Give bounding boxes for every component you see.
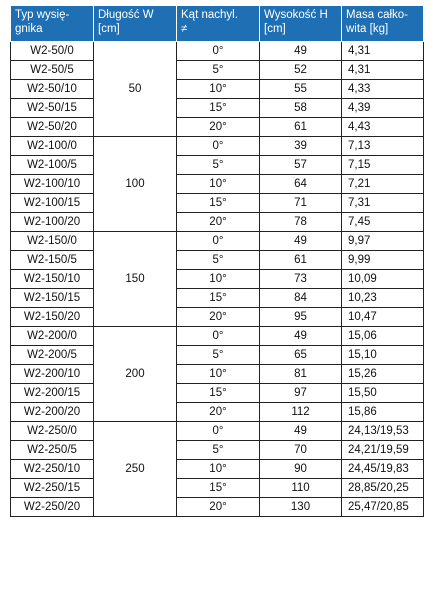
cell-height: 61	[260, 118, 342, 137]
cell-type: W2-50/0	[11, 42, 94, 61]
cell-angle: 5°	[177, 441, 260, 460]
header-height: Wysokość H [cm]	[260, 6, 342, 42]
table-row	[11, 460, 424, 479]
cell-height: 90	[260, 460, 342, 479]
table-row	[11, 346, 424, 365]
table-row	[11, 384, 424, 403]
cell-type: W2-200/10	[11, 365, 94, 384]
spec-table	[10, 5, 424, 517]
cell-height: 52	[260, 61, 342, 80]
cell-angle: 10°	[177, 175, 260, 194]
cell-angle: 15°	[177, 384, 260, 403]
cell-height: 65	[260, 346, 342, 365]
cell-type: W2-200/15	[11, 384, 94, 403]
cell-mass: 15,86	[342, 403, 424, 422]
header-mass: Masa całko- wita [kg]	[342, 6, 424, 42]
cell-type: W2-150/10	[11, 270, 94, 289]
cell-type: W2-250/15	[11, 479, 94, 498]
cell-height: 110	[260, 479, 342, 498]
table-row	[11, 441, 424, 460]
cell-angle: 15°	[177, 289, 260, 308]
cell-type: W2-150/0	[11, 232, 94, 251]
cell-angle: 5°	[177, 251, 260, 270]
table-row	[11, 175, 424, 194]
cell-height: 58	[260, 99, 342, 118]
cell-angle: 20°	[177, 308, 260, 327]
table-row	[11, 213, 424, 232]
cell-height: 95	[260, 308, 342, 327]
cell-mass: 24,21/19,59	[342, 441, 424, 460]
table-row	[11, 194, 424, 213]
cell-angle: 5°	[177, 346, 260, 365]
cell-mass: 15,06	[342, 327, 424, 346]
cell-mass: 4,31	[342, 61, 424, 80]
table-row	[11, 270, 424, 289]
cell-type: W2-200/5	[11, 346, 94, 365]
cell-type: W2-50/10	[11, 80, 94, 99]
cell-mass: 10,23	[342, 289, 424, 308]
cell-height: 55	[260, 80, 342, 99]
cell-type: W2-50/5	[11, 61, 94, 80]
cell-angle: 15°	[177, 99, 260, 118]
table-row	[11, 61, 424, 80]
table-body	[11, 42, 424, 517]
cell-type: W2-150/5	[11, 251, 94, 270]
table-header	[11, 6, 424, 42]
cell-height: 49	[260, 42, 342, 61]
cell-type: W2-100/15	[11, 194, 94, 213]
cell-height: 97	[260, 384, 342, 403]
cell-height: 57	[260, 156, 342, 175]
cell-angle: 10°	[177, 460, 260, 479]
cell-angle: 15°	[177, 194, 260, 213]
table-row	[11, 498, 424, 517]
cell-height: 130	[260, 498, 342, 517]
cell-length: 200	[94, 327, 177, 422]
cell-mass: 7,15	[342, 156, 424, 175]
table-row	[11, 137, 424, 156]
header-type: Typ wysię- gnika	[11, 6, 94, 42]
cell-angle: 0°	[177, 232, 260, 251]
cell-angle: 15°	[177, 479, 260, 498]
cell-angle: 0°	[177, 422, 260, 441]
cell-type: W2-150/20	[11, 308, 94, 327]
table-row	[11, 80, 424, 99]
cell-mass: 4,33	[342, 80, 424, 99]
table-row	[11, 232, 424, 251]
header-angle: Kąt nachyl. ≠	[177, 6, 260, 42]
table-row	[11, 42, 424, 61]
table-row	[11, 99, 424, 118]
cell-height: 64	[260, 175, 342, 194]
cell-height: 71	[260, 194, 342, 213]
header-row	[11, 6, 424, 42]
cell-height: 112	[260, 403, 342, 422]
cell-type: W2-200/0	[11, 327, 94, 346]
cell-height: 81	[260, 365, 342, 384]
cell-type: W2-250/10	[11, 460, 94, 479]
cell-mass: 9,99	[342, 251, 424, 270]
cell-type: W2-50/20	[11, 118, 94, 137]
cell-type: W2-250/0	[11, 422, 94, 441]
cell-angle: 5°	[177, 61, 260, 80]
cell-length: 150	[94, 232, 177, 327]
cell-mass: 24,45/19,83	[342, 460, 424, 479]
cell-length: 50	[94, 42, 177, 137]
cell-angle: 10°	[177, 270, 260, 289]
cell-height: 49	[260, 327, 342, 346]
table-row	[11, 251, 424, 270]
cell-mass: 4,39	[342, 99, 424, 118]
cell-type: W2-100/0	[11, 137, 94, 156]
cell-height: 39	[260, 137, 342, 156]
cell-mass: 10,47	[342, 308, 424, 327]
table-row	[11, 479, 424, 498]
cell-height: 70	[260, 441, 342, 460]
cell-type: W2-100/5	[11, 156, 94, 175]
cell-type: W2-50/15	[11, 99, 94, 118]
cell-height: 61	[260, 251, 342, 270]
cell-angle: 5°	[177, 156, 260, 175]
cell-type: W2-100/10	[11, 175, 94, 194]
cell-length: 250	[94, 422, 177, 517]
cell-angle: 20°	[177, 118, 260, 137]
table-row	[11, 327, 424, 346]
cell-height: 49	[260, 422, 342, 441]
cell-mass: 28,85/20,25	[342, 479, 424, 498]
table-row	[11, 289, 424, 308]
cell-angle: 10°	[177, 365, 260, 384]
cell-type: W2-200/20	[11, 403, 94, 422]
cell-type: W2-100/20	[11, 213, 94, 232]
cell-mass: 7,45	[342, 213, 424, 232]
cell-mass: 25,47/20,85	[342, 498, 424, 517]
cell-mass: 15,26	[342, 365, 424, 384]
cell-mass: 4,43	[342, 118, 424, 137]
cell-height: 78	[260, 213, 342, 232]
cell-mass: 4,31	[342, 42, 424, 61]
cell-angle: 0°	[177, 327, 260, 346]
cell-mass: 24,13/19,53	[342, 422, 424, 441]
cell-mass: 10,09	[342, 270, 424, 289]
table-row	[11, 422, 424, 441]
cell-type: W2-250/5	[11, 441, 94, 460]
table-row	[11, 156, 424, 175]
cell-angle: 0°	[177, 42, 260, 61]
table-row	[11, 365, 424, 384]
table-row	[11, 403, 424, 422]
cell-mass: 7,31	[342, 194, 424, 213]
table-row	[11, 118, 424, 137]
cell-height: 49	[260, 232, 342, 251]
header-length: Długość W [cm]	[94, 6, 177, 42]
cell-height: 73	[260, 270, 342, 289]
cell-mass: 9,97	[342, 232, 424, 251]
cell-length: 100	[94, 137, 177, 232]
table-row	[11, 308, 424, 327]
cell-mass: 15,50	[342, 384, 424, 403]
cell-mass: 7,13	[342, 137, 424, 156]
cell-type: W2-250/20	[11, 498, 94, 517]
cell-angle: 20°	[177, 403, 260, 422]
cell-angle: 0°	[177, 137, 260, 156]
cell-type: W2-150/15	[11, 289, 94, 308]
cell-mass: 15,10	[342, 346, 424, 365]
cell-mass: 7,21	[342, 175, 424, 194]
cell-angle: 20°	[177, 213, 260, 232]
cell-height: 84	[260, 289, 342, 308]
cell-angle: 20°	[177, 498, 260, 517]
cell-angle: 10°	[177, 80, 260, 99]
